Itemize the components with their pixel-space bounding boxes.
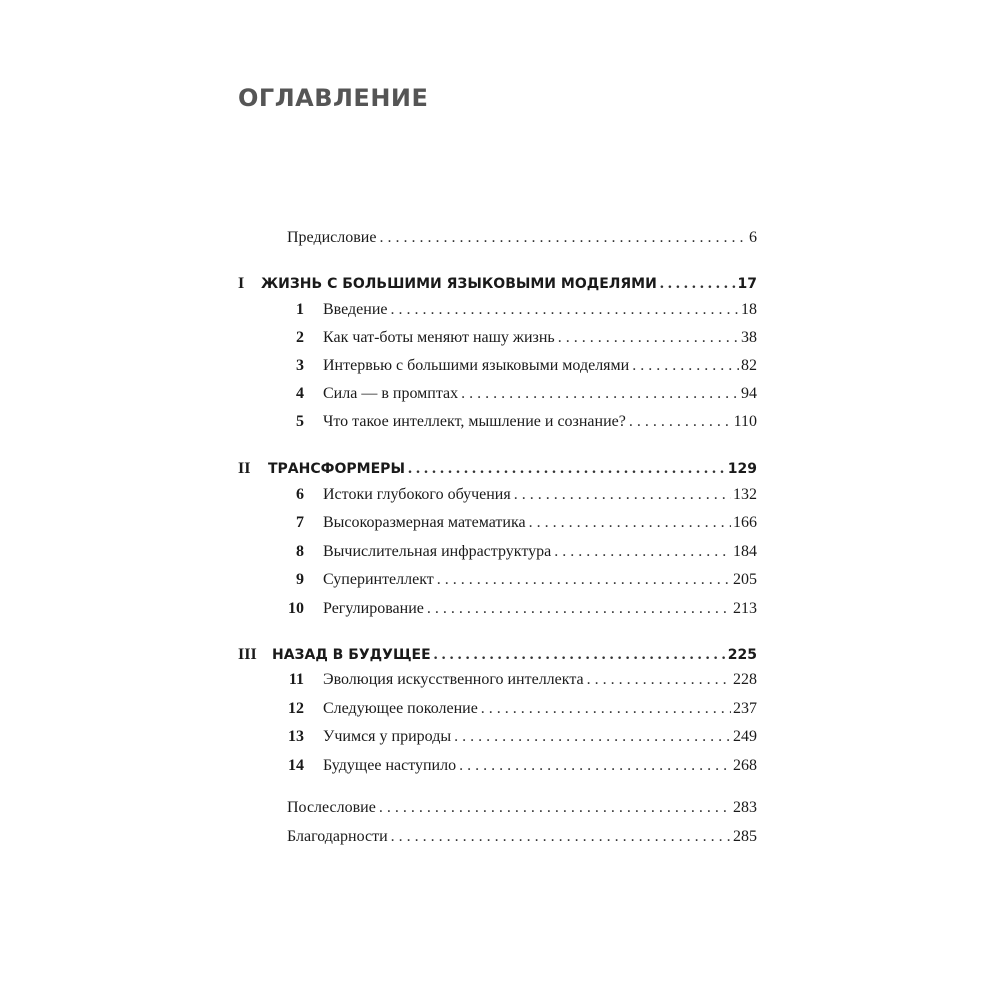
toc-entry-line (323, 598, 757, 620)
toc-page-number: 285 (733, 828, 757, 845)
toc-entry-line (323, 698, 757, 720)
toc-page-number: 205 (733, 571, 757, 588)
chapter-title: Что такое интеллект, мышление и сознание? (323, 413, 626, 430)
dot-leader (408, 458, 726, 480)
chapter-title: Учимся у природы (323, 728, 452, 745)
toc-page-number: 94 (741, 385, 757, 402)
chapter-number: 7 (296, 514, 304, 531)
toc-page-number: 184 (733, 543, 757, 560)
dot-leader (660, 273, 736, 295)
toc-page-number: 82 (741, 357, 757, 374)
toc-page-number: 228 (733, 671, 757, 688)
chapter-number: 5 (296, 413, 304, 430)
toc-chapter-1[interactable] (0, 299, 1000, 321)
part-title: ТРАНСФОРМЕРЫ (268, 461, 405, 477)
dot-leader (379, 227, 747, 249)
dot-leader (514, 484, 731, 506)
toc-chapter-9[interactable] (0, 569, 1000, 591)
toc-entry-line (323, 383, 757, 405)
toc-chapter-4[interactable] (0, 383, 1000, 405)
toc-page-number: 283 (733, 799, 757, 816)
dot-leader (461, 383, 739, 405)
toc-chapter-11[interactable] (0, 669, 1000, 691)
toc-entry-preface[interactable] (0, 227, 1000, 249)
toc-chapter-7[interactable] (0, 512, 1000, 534)
toc-page-number: 6 (749, 229, 757, 246)
chapter-number: 4 (296, 385, 304, 402)
chapter-number: 3 (296, 357, 304, 374)
toc-entry-line (261, 273, 757, 295)
page-title: ОГЛАВЛЕНИЕ (238, 84, 429, 112)
chapter-title: Интервью с большими языковыми моделями (323, 357, 630, 374)
toc-entry-label: Предисловие (287, 229, 377, 246)
toc-entry-line (323, 512, 757, 534)
toc-page-number: 237 (733, 700, 757, 717)
toc-entry-line (287, 826, 757, 848)
dot-leader (454, 726, 731, 748)
toc-chapter-10[interactable] (0, 598, 1000, 620)
toc-part-2[interactable] (0, 458, 1000, 480)
toc-chapter-12[interactable] (0, 698, 1000, 720)
chapter-number: 10 (288, 600, 304, 617)
toc-entry-line (272, 644, 757, 666)
chapter-title: Сила — в промптах (323, 385, 459, 402)
toc-entry-line (323, 726, 757, 748)
dot-leader (379, 797, 731, 819)
chapter-title: Следующее поколение (323, 700, 478, 717)
chapter-title: Введение (323, 301, 388, 318)
chapter-title: Вычислительная инфраструктура (323, 543, 552, 560)
dot-leader (587, 669, 731, 691)
toc-chapter-13[interactable] (0, 726, 1000, 748)
toc-entry-line (323, 484, 757, 506)
chapter-title: Регулирование (323, 600, 424, 617)
chapter-number: 1 (296, 301, 304, 318)
chapter-number: 9 (296, 571, 304, 588)
toc-entry-label: Послесловие (287, 799, 376, 816)
toc-chapter-5[interactable] (0, 411, 1000, 433)
toc-entry-line (323, 755, 757, 777)
toc-entry-line (323, 411, 757, 433)
toc-page-number: 225 (727, 647, 757, 663)
toc-page-number: 17 (737, 276, 757, 292)
toc-page-number: 18 (741, 301, 757, 318)
dot-leader (459, 755, 731, 777)
toc-page-number: 249 (733, 728, 757, 745)
toc-entry-line (323, 355, 757, 377)
toc-page-number: 268 (733, 757, 757, 774)
toc-entry-line (323, 541, 757, 563)
toc-entry-line (323, 669, 757, 691)
chapter-number: 12 (288, 700, 304, 717)
chapter-number: 6 (296, 486, 304, 503)
dot-leader (391, 299, 740, 321)
toc-entry-line (323, 299, 757, 321)
dot-leader (391, 826, 731, 848)
toc-part-3[interactable] (0, 644, 1000, 666)
chapter-title: Будущее наступило (323, 757, 457, 774)
dot-leader (437, 569, 731, 591)
toc-chapter-2[interactable] (0, 327, 1000, 349)
chapter-number: 13 (288, 728, 304, 745)
toc-chapter-3[interactable] (0, 355, 1000, 377)
chapter-title: Истоки глубокого обучения (323, 486, 511, 503)
dot-leader (632, 355, 739, 377)
toc-entry-line (323, 569, 757, 591)
toc-page-number: 166 (733, 514, 757, 531)
chapter-title: Суперинтеллект (323, 571, 434, 588)
chapter-number: 2 (296, 329, 304, 346)
dot-leader (434, 644, 726, 666)
toc-chapter-6[interactable] (0, 484, 1000, 506)
dot-leader (558, 327, 739, 349)
dot-leader (427, 598, 731, 620)
part-title: ЖИЗНЬ С БОЛЬШИМИ ЯЗЫКОВЫМИ МОДЕЛЯМИ (261, 276, 657, 292)
toc-chapter-14[interactable] (0, 755, 1000, 777)
part-number: III (238, 646, 257, 663)
chapter-title: Эволюция искусственного интеллекта (323, 671, 584, 688)
toc-entry-afterword[interactable] (0, 797, 1000, 819)
dot-leader (629, 411, 732, 433)
toc-page-number: 38 (741, 329, 757, 346)
toc-page-number: 132 (733, 486, 757, 503)
toc-page-number: 110 (733, 413, 757, 430)
part-title: НАЗАД В БУДУЩЕЕ (272, 647, 431, 663)
toc-entry-line (268, 458, 757, 480)
part-number: II (238, 460, 251, 477)
toc-page-number: 129 (727, 461, 757, 477)
toc-entry-acknowledgments[interactable] (0, 826, 1000, 848)
chapter-title: Как чат-боты меняют нашу жизнь (323, 329, 555, 346)
chapter-number: 8 (296, 543, 304, 560)
dot-leader (529, 512, 731, 534)
toc-entry-line (323, 327, 757, 349)
dot-leader (554, 541, 731, 563)
chapter-number: 11 (288, 671, 304, 688)
toc-part-1[interactable] (0, 273, 1000, 295)
toc-page-number: 213 (733, 600, 757, 617)
toc-chapter-8[interactable] (0, 541, 1000, 563)
toc-entry-label: Благодарности (287, 828, 388, 845)
part-number: I (238, 275, 245, 292)
chapter-title: Высокоразмерная математика (323, 514, 526, 531)
toc-entry-line (287, 227, 757, 249)
dot-leader (481, 698, 731, 720)
chapter-number: 14 (288, 757, 304, 774)
toc-entry-line (287, 797, 757, 819)
